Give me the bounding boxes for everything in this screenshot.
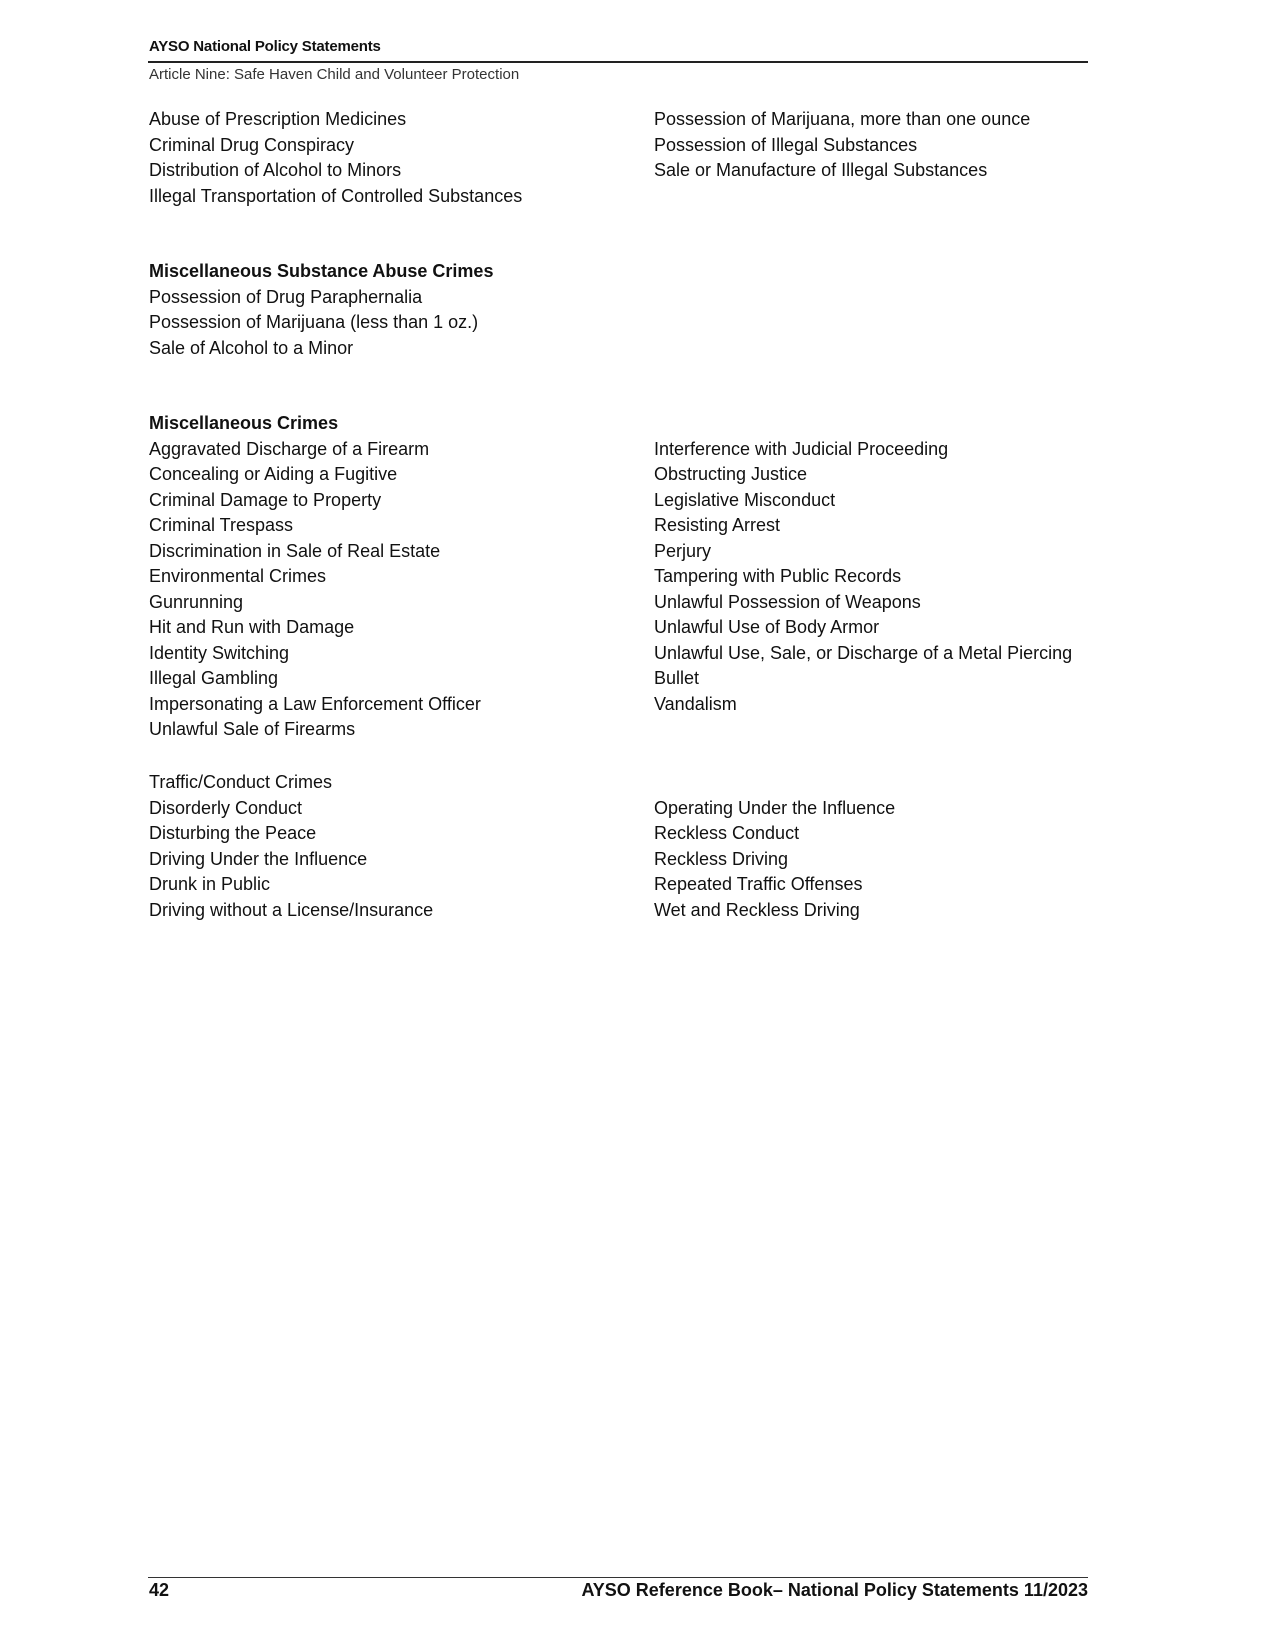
list-item: Possession of Marijuana (less than 1 oz.) xyxy=(149,312,479,332)
list-item: Unlawful Sale of Firearms xyxy=(149,719,356,739)
section-heading: Traffic/Conduct Crimes xyxy=(149,772,333,792)
list-item: Resisting Arrest xyxy=(654,515,781,535)
left-column xyxy=(149,796,654,924)
section-misc-substance-abuse xyxy=(149,259,1089,361)
section-traffic-conduct-crimes xyxy=(149,770,1089,923)
list-item: Repeated Traffic Offenses xyxy=(654,874,863,894)
right-column xyxy=(654,796,1089,924)
list-item: Legislative Misconduct xyxy=(654,489,836,510)
list-item: Criminal Damage to Property xyxy=(149,489,382,510)
header-title: AYSO National Policy Statements xyxy=(149,38,381,55)
right-column xyxy=(654,437,1089,743)
list-item: Identity Switching xyxy=(149,642,290,663)
list-item: Possession of Drug Paraphernalia xyxy=(149,286,423,307)
list-item: Environmental Crimes xyxy=(149,566,327,586)
footer-text: AYSO Reference Book– National Policy Statements 11/2023 xyxy=(581,1580,1088,1600)
list-item: Unlawful Possession of Weapons xyxy=(654,591,921,612)
section-heading: Miscellaneous Substance Abuse Crimes xyxy=(149,261,494,281)
right-column xyxy=(654,107,1089,209)
section-columns xyxy=(149,107,1089,209)
list-item: Driving without a License/Insurance xyxy=(149,899,434,920)
list-item: Interference with Judicial Proceeding xyxy=(654,438,949,459)
list-item: Unlawful Use of Body Armor xyxy=(654,617,880,637)
list-item: Criminal Trespass xyxy=(149,515,294,535)
section-substance-crimes-continued xyxy=(149,107,1089,209)
list-item: Driving Under the Influence xyxy=(149,848,368,869)
list-item: Distribution of Alcohol to Minors xyxy=(149,160,402,180)
list-item: Criminal Drug Conspiracy xyxy=(149,134,355,155)
left-column xyxy=(149,107,654,209)
list-item: Discrimination in Sale of Real Estate xyxy=(149,540,441,561)
section-columns xyxy=(149,437,1089,743)
list-item: Hit and Run with Damage xyxy=(149,617,355,637)
list-item: Possession of Marijuana, more than one ounce xyxy=(654,109,1031,129)
list-item: Concealing or Aiding a Fugitive xyxy=(149,464,398,484)
section-heading: Miscellaneous Crimes xyxy=(149,413,339,433)
list-item: Reckless Conduct xyxy=(654,823,800,843)
header-subtitle: Article Nine: Safe Haven Child and Volunteer Protection xyxy=(149,66,520,83)
list-item: Aggravated Discharge of a Firearm xyxy=(149,438,430,459)
list-item: Gunrunning xyxy=(149,591,244,612)
header-rule xyxy=(148,61,1088,63)
footer-rule xyxy=(148,1577,1088,1578)
list-item: Disorderly Conduct xyxy=(149,797,303,818)
list-item: Illegal Gambling xyxy=(149,668,279,688)
list-item: Unlawful Use, Sale, or Discharge of a Metal Piercing Bullet xyxy=(654,642,1073,688)
list-item: Vandalism xyxy=(654,693,737,714)
left-column xyxy=(149,285,654,362)
list-item: Wet and Reckless Driving xyxy=(654,899,860,920)
list-item: Sale or Manufacture of Illegal Substances xyxy=(654,160,988,180)
list-item: Tampering with Public Records xyxy=(654,566,902,586)
list-item: Illegal Transportation of Controlled Substances xyxy=(149,185,523,206)
list-item: Reckless Driving xyxy=(654,848,789,869)
list-item: Disturbing the Peace xyxy=(149,823,317,843)
list-item: Possession of Illegal Substances xyxy=(654,134,918,155)
list-item: Sale of Alcohol to a Minor xyxy=(149,337,354,358)
left-column xyxy=(149,437,654,743)
list-item: Operating Under the Influence xyxy=(654,797,896,818)
section-columns xyxy=(149,796,1089,924)
list-item: Perjury xyxy=(654,540,712,561)
list-item: Abuse of Prescription Medicines xyxy=(149,109,407,129)
list-item: Obstructing Justice xyxy=(654,464,808,484)
section-misc-crimes xyxy=(149,411,1089,743)
footer-page-number: 42 xyxy=(149,1580,170,1600)
list-item: Drunk in Public xyxy=(149,874,271,894)
list-item: Impersonating a Law Enforcement Officer xyxy=(149,693,481,714)
section-columns xyxy=(149,285,1089,362)
